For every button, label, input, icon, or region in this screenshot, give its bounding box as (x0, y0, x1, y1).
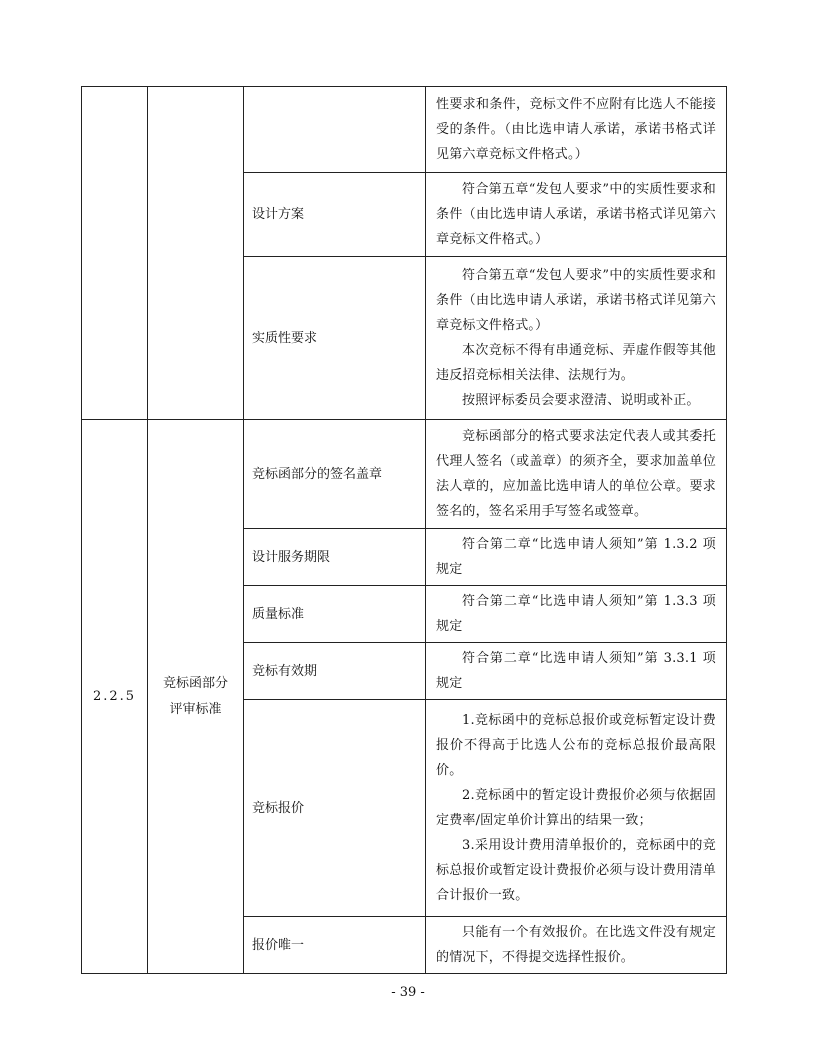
standard-paragraph: 符合第五章“发包人要求”中的实质性要求和条件（由比选申请人承诺，承诺书格式详见第六章竞标文件格式。） (436, 182, 716, 247)
evaluation-standard (426, 257, 727, 420)
standard-paragraph: 3.采用设计费用清单报价的，竞标函中的竞标总报价或暂定设计费报价必须与设计费用清单合计报价一致。 (436, 838, 716, 903)
evaluation-item: 设计服务期限 (244, 529, 426, 586)
evaluation-item: 质量标准 (244, 586, 426, 643)
page-number: - 39 - (391, 985, 425, 1000)
evaluation-standard (426, 87, 727, 173)
evaluation-item (244, 87, 426, 173)
evaluation-standard (426, 700, 727, 917)
section-category (148, 420, 244, 974)
standard-paragraph: 本次竞标不得有串通竞标、弄虚作假等其他违反招竞标相关法律、法规行为。 (436, 343, 716, 383)
section-category-line: 评审标准 (169, 701, 222, 717)
section-category-line: 竞标函部分 (162, 675, 228, 691)
evaluation-standard (426, 420, 727, 529)
evaluation-item: 竞标报价 (244, 700, 426, 917)
empty-category-cell (148, 87, 244, 420)
standard-paragraph: 1.竞标函中的竞标总报价或竞标暂定设计费报价不得高于比选人公布的竞标总报价最高限价。 (436, 713, 716, 778)
evaluation-item: 设计方案 (244, 173, 426, 257)
table-row (82, 420, 727, 529)
standard-paragraph: 符合第二章“比选申请人须知”第 1.3.2 项规定 (436, 537, 716, 577)
evaluation-standard (426, 529, 727, 586)
empty-number-cell (82, 87, 148, 420)
standard-paragraph: 2.竞标函中的暂定设计费报价必须与依据固定费率/固定单价计算出的结果一致； (436, 788, 716, 828)
evaluation-standard (426, 917, 727, 974)
evaluation-item: 报价唯一 (244, 917, 426, 974)
evaluation-item: 竞标有效期 (244, 643, 426, 700)
evaluation-item: 实质性要求 (244, 257, 426, 420)
standard-paragraph: 竞标函部分的格式要求法定代表人或其委托代理人签名（或盖章）的须齐全，要求加盖单位法人章的，应加盖比选申请人的单位公章。要求签名的，签名采用手写签名或签章。 (436, 429, 716, 519)
evaluation-standard (426, 586, 727, 643)
standard-paragraph: 性要求和条件，竞标文件不应附有比选人不能接受的条件。（由比选申请人承诺，承诺书格式详见第六章竞标文件格式。） (436, 97, 716, 162)
table-row (82, 87, 727, 173)
evaluation-standard (426, 173, 727, 257)
standard-paragraph: 按照评标委员会要求澄清、说明或补正。 (462, 393, 700, 408)
standard-paragraph: 只能有一个有效报价。在比选文件没有规定的情况下，不得提交选择性报价。 (436, 925, 716, 965)
evaluation-criteria-table (81, 86, 727, 974)
standard-paragraph: 符合第五章“发包人要求”中的实质性要求和条件（由比选申请人承诺，承诺书格式详见第六章竞标文件格式。） (436, 268, 716, 333)
evaluation-standard (426, 643, 727, 700)
standard-paragraph: 符合第二章“比选申请人须知”第 3.3.1 项规定 (436, 651, 716, 691)
standard-paragraph: 符合第二章“比选申请人须知”第 1.3.3 项规定 (436, 594, 716, 634)
evaluation-item: 竞标函部分的签名盖章 (244, 420, 426, 529)
section-number: 2.2.5 (82, 420, 148, 974)
